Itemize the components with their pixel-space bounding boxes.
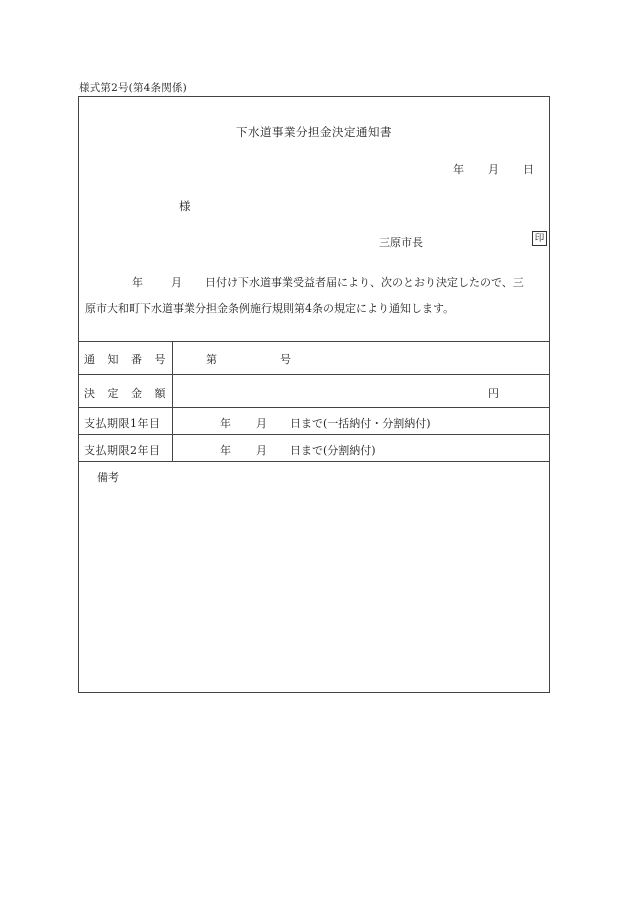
notice-form [78,96,550,693]
body-month: 月 [171,276,182,289]
body-line1-rest: 日付け下水道事業受益者届により、次のとおり決定したので、三 [205,276,524,289]
notice-number-label: 通知番号 [84,353,178,366]
deadline-year2-year: 年 [220,444,231,457]
date-year: 年 [453,163,464,176]
mayor-title: 三原市長 [379,236,423,249]
decided-amount-label: 決定金額 [84,387,178,400]
notice-number-suffix: 号 [280,353,291,366]
remarks-label: 備考 [97,471,119,484]
date-month: 月 [488,163,499,176]
table-top-border [79,341,549,342]
decided-amount-unit: 円 [488,387,499,400]
deadline-year2-month: 月 [256,444,267,457]
deadline-year1-year: 年 [220,417,231,430]
table-row-divider [79,374,549,375]
body-text-line-2: 原市大和町下水道事業分担金条例施行規則第4条の規定により通知します。 [85,302,455,315]
table-row-divider [79,434,549,435]
deadline-year1-month: 月 [256,417,267,430]
deadline-year1-label: 支払期限1年目 [84,417,161,430]
table-row-divider [79,407,549,408]
table-bottom-border [79,461,549,462]
document-title: 下水道事業分担金決定通知書 [236,125,392,139]
deadline-year2-label: 支払期限2年目 [84,444,161,457]
deadline-year1-until: 日まで(一括納付・分割納付) [290,417,431,430]
seal-mark: 印 [532,231,547,246]
body-year: 年 [132,276,143,289]
notice-number-prefix: 第 [206,353,217,366]
addressee-suffix: 様 [179,199,191,213]
form-number: 様式第2号(第4条関係) [79,82,187,94]
deadline-year2-until: 日まで(分割納付) [290,444,376,457]
date-day: 日 [523,163,534,176]
